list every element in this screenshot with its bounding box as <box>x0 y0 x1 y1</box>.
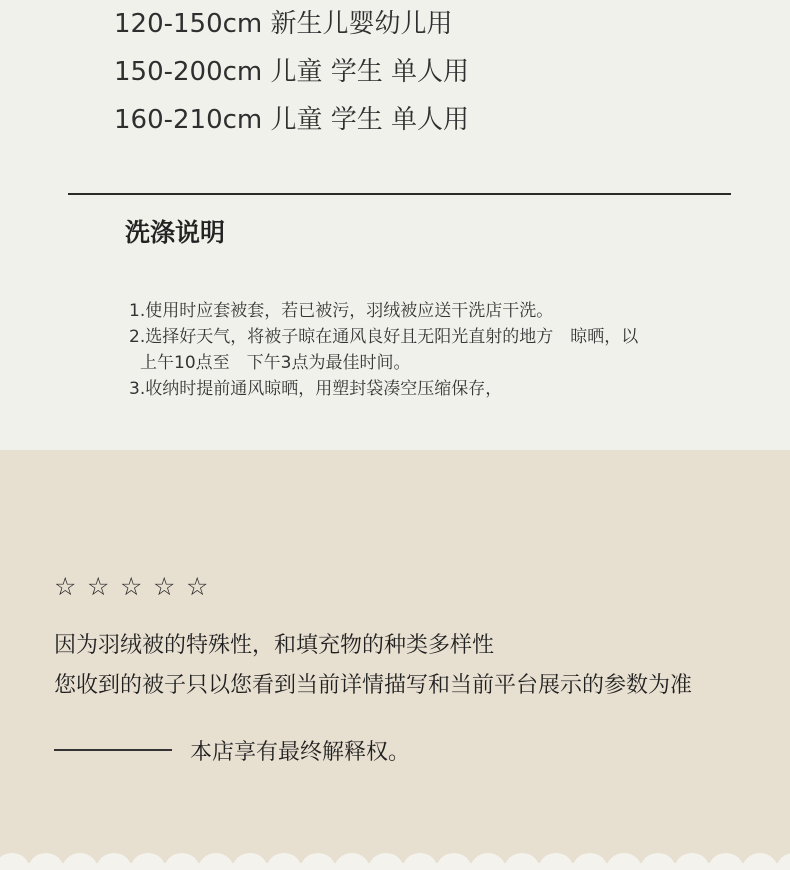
star-rating <box>54 572 219 601</box>
signature-text: 本店享有最终解释权。 <box>190 740 411 765</box>
washing-line: 1.使用时应套被套，若已被污，羽绒被应送干洗店干洗。 <box>129 301 554 321</box>
star-icon: ☆ <box>186 572 209 601</box>
star-icon: ☆ <box>153 572 176 601</box>
notice-line: 因为羽绒被的特殊性，和填充物的种类多样性 <box>54 633 495 658</box>
signature-dash <box>54 749 172 751</box>
scalloped-edge <box>0 849 790 870</box>
star-icon: ☆ <box>54 572 77 601</box>
washing-line: 3.收纳时提前通风晾晒，用塑封袋凑空压缩保存， <box>129 379 503 399</box>
size-line: 120-150cm 新生儿婴幼儿用 <box>114 9 453 39</box>
washing-line: 上午10点至 下午3点为最佳时间。 <box>140 353 411 373</box>
star-icon: ☆ <box>87 572 110 601</box>
star-icon: ☆ <box>120 572 143 601</box>
notice-line: 您收到的被子只以您看到当前详情描写和当前平台展示的参数为准 <box>54 673 693 698</box>
washing-line: 2.选择好天气，将被子晾在通风良好且无阳光直射的地方 晾晒，以 <box>129 327 639 347</box>
notice-section <box>0 450 790 870</box>
size-line: 150-200cm 儿童 学生 单人用 <box>114 57 470 87</box>
section-divider <box>68 193 731 195</box>
washing-title: 洗涤说明 <box>125 218 226 247</box>
size-line: 160-210cm 儿童 学生 单人用 <box>114 105 470 135</box>
